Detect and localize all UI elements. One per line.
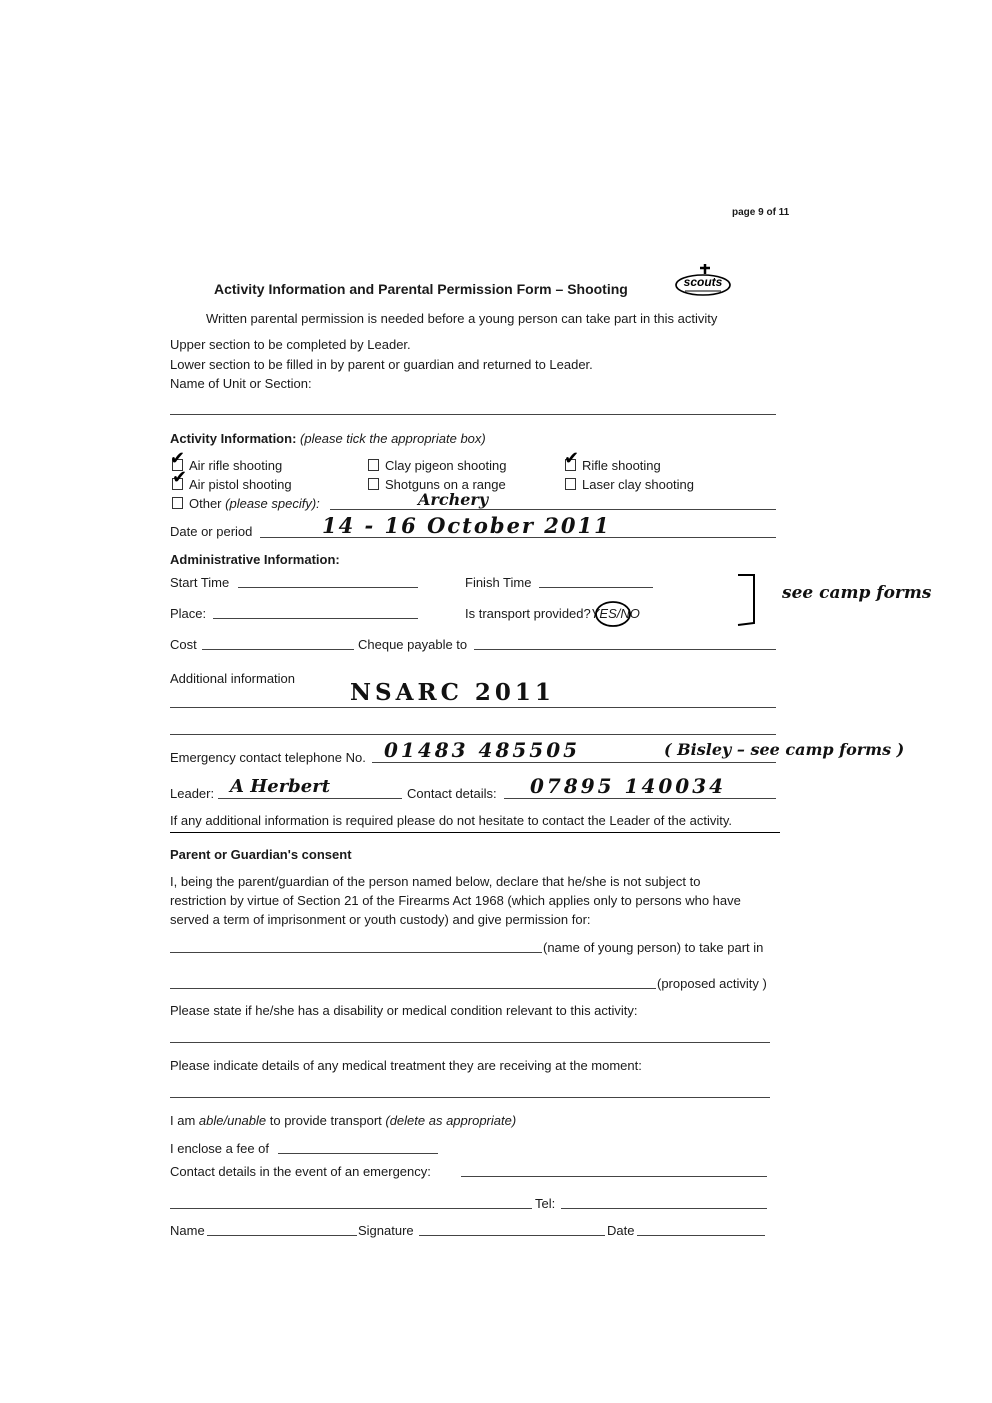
activity-heading-note: (please tick the appropriate box): [300, 431, 486, 446]
transport-ability-mid: to provide transport: [266, 1113, 386, 1128]
unit-label: Name of Unit or Section:: [170, 376, 312, 391]
transport-ability-prefix: I am: [170, 1113, 199, 1128]
checkmark-icon: ✔: [564, 448, 580, 469]
checkbox-laser-clay[interactable]: [565, 478, 576, 490]
activity-heading: [170, 431, 486, 446]
date-handwritten: 14 - 16 October 2011: [322, 513, 611, 538]
contact-handwritten: 07895 140034: [530, 774, 727, 798]
proposed-activity-label: (proposed activity ): [657, 976, 767, 991]
proposed-activity-field[interactable]: [170, 988, 656, 989]
transport-yes[interactable]: YES: [590, 606, 617, 621]
leader-notice: If any additional information is required please do not hesitate to contact the Leader of the activity.: [170, 813, 732, 828]
transport-ability-options[interactable]: able/unable: [198, 1113, 267, 1128]
checkbox-shotguns[interactable]: [368, 478, 379, 490]
transport-slash: /: [616, 606, 621, 621]
finish-time-label: Finish Time: [465, 575, 532, 590]
medical-field[interactable]: [170, 1097, 770, 1098]
additional-handwritten: NSARC 2011: [350, 679, 555, 706]
date-consent-field[interactable]: [637, 1235, 765, 1236]
tel-field[interactable]: [561, 1208, 767, 1209]
leader-handwritten: A Herbert: [230, 776, 331, 797]
option-shotguns[interactable]: [368, 477, 506, 492]
cost-field[interactable]: [202, 649, 354, 650]
option-clay-pigeon[interactable]: [368, 458, 506, 473]
additional-field-2[interactable]: [170, 734, 776, 735]
fee-field[interactable]: [278, 1153, 438, 1154]
cheque-label: Cheque payable to: [358, 637, 468, 652]
option-rifle[interactable]: [565, 458, 661, 473]
fee-label: I enclose a fee of: [170, 1141, 270, 1156]
disability-label: Please state if he/she has a disability or medical condition relevant to this activity:: [170, 1003, 638, 1018]
signature-label: Signature: [358, 1223, 414, 1238]
place-label: Place:: [170, 606, 207, 621]
air-rifle-label: Air rifle shooting: [189, 458, 283, 473]
option-other[interactable]: [172, 496, 320, 511]
disability-field[interactable]: [170, 1042, 770, 1043]
young-person-label: (name of young person) to take part in: [543, 940, 764, 955]
leader-field[interactable]: [218, 798, 402, 799]
admin-heading: Administrative Information:: [170, 552, 340, 567]
consent-para-2: restriction by virtue of Section 21 of the Firearms Act 1968 (which applies only to persons who have: [170, 893, 741, 908]
option-air-pistol[interactable]: [172, 477, 292, 492]
leader-label: Leader:: [170, 786, 215, 801]
start-time-field[interactable]: [238, 587, 418, 588]
bracket-mark: [734, 571, 764, 629]
finish-time-field[interactable]: [539, 587, 653, 588]
consent-para-1: I, being the parent/guardian of the person named below, declare that he/she is not subject to: [170, 874, 701, 889]
other-label: Other: [189, 496, 222, 511]
activity-heading-label: Activity Information:: [170, 431, 297, 446]
date-consent-label: Date: [607, 1223, 635, 1238]
emergency-label: Emergency contact telephone No.: [170, 750, 366, 765]
laser-clay-label: Laser clay shooting: [582, 477, 695, 492]
transport-no[interactable]: NO: [620, 606, 640, 621]
section-divider: [170, 832, 780, 833]
signature-field[interactable]: [419, 1235, 605, 1236]
side-note-handwritten: see camp forms: [782, 583, 932, 603]
medical-label: Please indicate details of any medical treatment they are receiving at the moment:: [170, 1058, 642, 1073]
scouts-logo: [673, 262, 735, 298]
page-title: Activity Information and Parental Permission Form – Shooting: [214, 281, 628, 297]
emergency-note-handwritten: ( Bisley – see camp forms ): [664, 740, 905, 759]
checkbox-other[interactable]: [172, 497, 183, 509]
yes-circle-mark: [590, 599, 633, 629]
checkbox-clay-pigeon[interactable]: [368, 459, 379, 471]
other-note: (please specify):: [225, 496, 320, 511]
emergency-consent-field-2[interactable]: [170, 1208, 532, 1209]
other-handwritten: Archery: [418, 490, 489, 509]
emergency-field[interactable]: [372, 762, 776, 763]
cheque-field[interactable]: [474, 649, 776, 650]
air-pistol-label: Air pistol shooting: [189, 477, 292, 492]
contact-label: Contact details:: [407, 786, 497, 801]
intro-line-2: Lower section to be filled in by parent or guardian and returned to Leader.: [170, 357, 593, 372]
checkmark-icon: ✔: [170, 448, 186, 469]
name-label: Name: [170, 1223, 205, 1238]
logo-text: scouts: [683, 275, 723, 289]
subtitle: Written parental permission is needed before a young person can take part in this activity: [206, 311, 718, 326]
tel-label: Tel:: [535, 1196, 556, 1211]
consent-para-3: served a term of imprisonment or youth custody) and give permission for:: [170, 912, 591, 927]
option-laser-clay[interactable]: [565, 477, 694, 492]
transport-ability: [170, 1113, 516, 1128]
transport-label: Is transport provided?: [465, 606, 591, 621]
page-number: page 9 of 11: [732, 207, 790, 218]
place-field[interactable]: [213, 618, 418, 619]
young-person-field[interactable]: [170, 952, 542, 953]
checkmark-icon: ✔: [172, 467, 188, 488]
emergency-handwritten: 01483 485505: [384, 738, 581, 762]
other-field[interactable]: [330, 509, 776, 510]
rifle-label: Rifle shooting: [582, 458, 661, 473]
start-time-label: Start Time: [170, 575, 230, 590]
name-field[interactable]: [207, 1235, 357, 1236]
option-air-rifle[interactable]: [172, 458, 282, 473]
additional-field-1[interactable]: [170, 707, 776, 708]
unit-field[interactable]: [170, 414, 776, 415]
contact-field[interactable]: [504, 798, 776, 799]
additional-label: Additional information: [170, 671, 296, 686]
clay-pigeon-label: Clay pigeon shooting: [385, 458, 507, 473]
emergency-consent-label: Contact details in the event of an emergency:: [170, 1164, 431, 1179]
shotguns-label: Shotguns on a range: [385, 477, 506, 492]
date-label: Date or period: [170, 524, 253, 539]
emergency-consent-field[interactable]: [461, 1176, 767, 1177]
consent-heading: Parent or Guardian's consent: [170, 847, 352, 862]
cost-label: Cost: [170, 637, 197, 652]
transport-ability-note: (delete as appropriate): [385, 1113, 517, 1128]
intro-line-1: Upper section to be completed by Leader.: [170, 337, 411, 352]
